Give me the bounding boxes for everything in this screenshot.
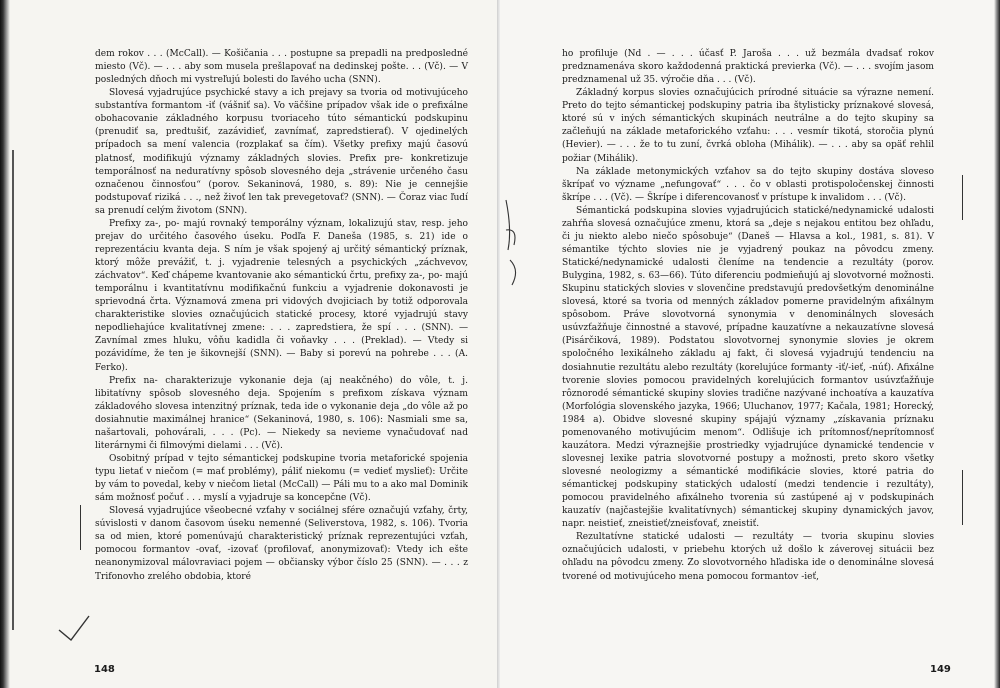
right-margin-line-2 bbox=[962, 470, 963, 525]
right-margin-line-1 bbox=[962, 175, 963, 220]
left-page-text bbox=[95, 48, 468, 584]
right-paragraph-4: Sémantická podskupina slovies vyjadrujúcich statické/nedynamické udalosti zahŕňa slovesá označujúce zmenu, ktorá sa „deje s nejakou entitou bez ohľadu, či ju niekto alebo niečo spôsobuje“ (Daneš — Hlavsa a kol., 1981, s. 81). V sémantike týchto slovies nie je vyjadrený poukaz na pôvodcu zmeny. Statické/nedynamické udalosti členíme na tendencie a rezultáty (porov. Bulygina, 1982, s. 63—66). Túto diferenciu podmieňujú aj slovotvorné možnosti. Skupinu statických slovies v slovenčine predstavujú predovšetkým denominálne slovesá, ktoré sa tvoria od menných základov pomerne pravidelným afixálnym spôsobom. Práve slovotvorná synonymia v denominálnych slovesách usúvzťažňuje činnostné a stavové, prípadne kauzatívne a nekauzatívne slovesá (Pisárčiková, 1989). Podstatou slovotvornej synonymie slovies je okrem spoločného lexikálneho základu aj fakt, či slovesá vyjadrujú tendenciu na dosiahnutie rezultátu alebo rezultáty (korelujúce formanty -iť/-ieť, -núť). Afixálne tvorenie slovies pomocou pravidelných korelujúcich formantov usúvzťažňuje rôznorodé sémantické skupiny slovies tradične nazývané inchoatíva a kauzatíva (Morfológia slovenského jazyka, 1966; Uluchanov, 1977; Kačala, 1981; Horecký, 1984 a). Obidve slovesné skupiny spájajú významy „získavania príznaku pomenovaného motivujúcim menom“. Odlišuje ich prítomnosť/neprítomnosť kauzátora. Medzi výraznejšie prostriedky vyjadrujúce dynamické tendencie v slovesnej lexike patria slovotvorné postupy a možnosti, preto skoro všetky slovesné neologizmy a sémantické modifikácie slovies, ktoré patria do sémantickej podskupiny statických udalostí (medzi tendencie i rezultáty), pomocou pravidelného afixálneho tvorenia sú zastúpené aj v podskupinách kauzatív (najčastejšie kvalitatívnych) sémantickej skupiny dynamických javov, napr. neistieť, zneistieť/zneisťovať, zneistiť. bbox=[562, 205, 934, 530]
right-paragraph-1: ho profiluje (Nd . — . . . účasť P. Jaroša . . . už bezmála dvadsať rokov predznamenáva skoro každodenná praktická previerka (Vč). — . . . svojím jasom predznamenal už 35. výročie dňa . . . (Vč). bbox=[562, 49, 934, 86]
right-page-number: 149 bbox=[930, 664, 951, 675]
margin-pencil-line bbox=[80, 505, 81, 550]
left-page-number: 148 bbox=[94, 664, 115, 675]
left-paragraph-1: dem rokov . . . (McCall). — Košičania . . . postupne sa prepadli na predposledné miesto (Vč). — . . . aby som musela prešlapovať na dedinskej pošte. . . (Vč). — V posledných dňoch mi vystreľujú bolesti do ľavého ucha (SNN). bbox=[95, 49, 468, 86]
right-paragraph-2: Základný korpus slovies označujúcich prírodné situácie sa výrazne nemení. Preto do tejto sémantickej podskupiny patria iba štylisticky príznakové slovesá, ktoré sú v iných sémantických skupinách neutrálne a do tejto skupiny sa začleňujú na základe metaforického vzťahu: . . . vesmír tikotá, storočia plynú (Hevier). — . . . že to tu zuní, čvrká obloha (Mihálik). — . . . aby sa opäť rehlil požiar (Mihálik). bbox=[562, 88, 934, 164]
left-paragraph-5: Osobitný prípad v tejto sémantickej podskupine tvoria metaforické spojenia typu lietať v niečom (= mať problémy), páliť niekomu (= vedieť myslieť): Určite by vám to povedal, keby v niečom lietal (McCall) — Páli mu to a ako mal Dominik sám možnosť počuť . . . myslí a vyjadruje sa koncepčne (Vč). bbox=[95, 453, 468, 504]
left-paragraph-4: Prefix na- charakterizuje vykonanie deja (aj neakčného) do vôle, t. j. libitatívny spôsob slovesného deja. Spojením s prefixom získava význam základového slovesa intenzitný príznak, teda ide o vykonanie deja „do vôle až po dosiahnutie maximálnej hranice“ (Sekaninová, 1980, s. 106): Nasmiali sme sa, našartovali, pohovárali, . . . (Pc). — Niekedy sa nevieme vynačudovať nad literárnymi či filmovými dielami . . . (Vč). bbox=[95, 375, 468, 451]
right-page-edge bbox=[994, 0, 1000, 688]
left-page-edge bbox=[0, 0, 10, 688]
right-page-text bbox=[562, 48, 934, 584]
margin-check-mark bbox=[55, 610, 95, 650]
margin-handwriting-mark bbox=[500, 190, 530, 310]
left-paragraph-2: Slovesá vyjadrujúce psychické stavy a ich prejavy sa tvoria od motivujúceho substantíva formantom -iť (vášniť sa). Vo väčšine prípadov však ide o prefixálne obohacovanie základného korpusu tvoriaceho túto sémantickú podskupinu (prenudiť sa, predtušiť, zazávidieť, zavnímať, zapredstierať). V ojedinelých prípadoch sa mení valencia (rozplakať sa čím). Všetky prefixy majú časovú platnosť, modifikujú významy základných slovies. Prefix pre- konkretizuje temporálnosť na neduratívny spôsob slovesného deja „strávenie určeného času označenou činnosťou“ (porov. Sekaninová, 1980, s. 89): Nie je cennejšie podstupovať riziká . . ., než živoť len tak prevegetovať? (SNN). — Čoraz viac ľudí sa prenudí celým životom (SNN). bbox=[95, 88, 468, 216]
left-paragraph-3: Prefixy za-, po- majú rovnaký temporálny význam, lokalizujú stav, resp. jeho prejav do určitého časového úseku. Podľa F. Daneša (1985, s. 21) ide o reprezentáciu kvanta deja. S ním je však spojený aj určitý sémantický príznak, ktorý môže prevážiť, t. j. vyjadrenie telesných a psychických „záchvevov, záchvatov“. Keď chápeme kvantovanie ako sémantickú črtu, prefixy za-, po- majú temporálnu i kvantitatívnu modifikačnú funkciu a vyjadrenie dokonavosti je sprievodná črta. Významová zmena pri vidových dvojiciach by totiž odporovala charakteristike slovies označujúcich statické procesy, ktoré vyjadrujú stavy nepodliehajúce kvalitatívnej zmene: . . . zapredstiera, že spí . . . (SNN). — Zavnímal zmes hluku, vôňu kadidla či voňavky . . . (Preklad). — Vtedy si pozávidíme, že ten je šikovnejší (SNN). — Baby si porevú na pohrebe . . . (A. Ferko). bbox=[95, 218, 468, 373]
right-paragraph-3: Na základe metonymických vzťahov sa do tejto skupiny dostáva sloveso škrípať vo význame „nefungovať“ . . . čo v oblasti protispoločenskej činnosti škrípe . . . (Vč). — Škrípe i diferencovanosť v prístupe k invalidom . . . (Vč). bbox=[562, 166, 934, 203]
left-paragraph-6: Slovesá vyjadrujúce všeobecné vzťahy v sociálnej sfére označujú vzťahy, črty, súvislosti v danom časovom úseku nemenné (Seliverstova, 1982, s. 106). Tvoria sa od mien, ktoré pomenúvajú charakteristický príznak reprezentujúci vzťah, pomocou formantov -ovať, -izovať (profilovať, anonymizovať): Vtedy ich ešte neanonymizoval málovraviaci pojem — občiansky výbor číslo 25 (SNN). — . . . z Trifonovho zrelého obdobia, ktoré bbox=[95, 506, 468, 582]
right-paragraph-5: Rezultatívne statické udalosti — rezultáty — tvoria skupinu slovies označujúcich udalosti, v priebehu ktorých už došlo k záverovej situácii bez ohľadu na pôvodcu zmeny. Zo slovotvorného hľadiska ide o denominálne slovesá tvorené od motivujúceho mena pomocou formantov -ieť, bbox=[562, 532, 934, 582]
right-page bbox=[500, 0, 1000, 688]
